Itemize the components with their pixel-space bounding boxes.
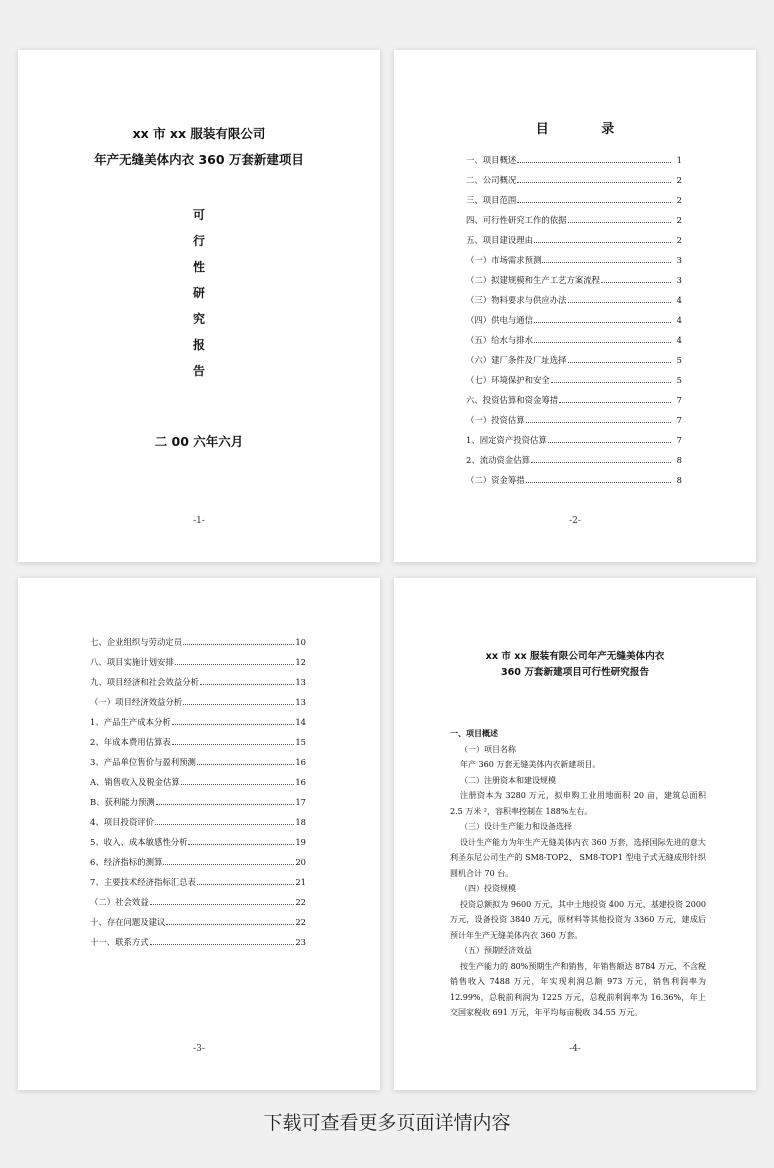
toc-entry[interactable] — [466, 410, 682, 430]
toc-entry-page: 4 — [676, 335, 682, 345]
toc-entry-page: 22 — [295, 897, 306, 907]
toc-leader-dots — [181, 783, 295, 785]
toc-entry[interactable] — [466, 470, 682, 490]
page-toc-1 — [394, 50, 756, 562]
toc-entry[interactable] — [466, 350, 682, 370]
toc-entry-label: A、销售收入及税金估算 — [90, 777, 180, 787]
subsection-heading: （五）预期经济效益 — [460, 946, 532, 955]
toc-entry-label: 九、项目经济和社会效益分析 — [90, 677, 199, 687]
toc-entry-label: 一、项目概述 — [466, 155, 517, 165]
toc-entry[interactable] — [466, 390, 682, 410]
toc-leader-dots — [197, 763, 295, 765]
toc-entry-label: B、获利能力预测 — [90, 797, 155, 807]
toc-entry[interactable] — [466, 290, 682, 310]
toc-entry-page: 7 — [676, 435, 682, 445]
report-vertical-title — [18, 202, 380, 384]
report-date: 二 00 六年六月 — [154, 434, 244, 449]
toc-entry[interactable] — [466, 150, 682, 170]
toc-entry[interactable] — [90, 632, 306, 652]
toc-entry[interactable] — [90, 892, 306, 912]
toc-entry-page: 12 — [295, 657, 306, 667]
toc-entry-page: 5 — [676, 355, 682, 365]
toc-leader-dots — [197, 883, 295, 885]
toc-entry-page: 15 — [295, 737, 306, 747]
toc-leader-dots — [601, 281, 671, 283]
toc-leader-dots — [526, 421, 671, 423]
toc-entry-label: 1、产品生产成本分析 — [90, 717, 171, 727]
paragraph: 投资总额拟为 9600 万元，其中土地投资 400 万元，基建投资 2000 万元，设备投资 3840 万元，原材料等其他投资为 3360 万元，建成后预计年生产无缝美体内衣 360 万套。 — [450, 899, 706, 940]
toc-leader-dots — [183, 643, 294, 645]
toc-entry-page: 19 — [295, 837, 306, 847]
toc-entry[interactable] — [90, 852, 306, 872]
toc-entry[interactable] — [90, 872, 306, 892]
toc-entry-label: 1、固定资产投资估算 — [466, 435, 547, 445]
toc-entry-page: 21 — [295, 877, 306, 887]
toc-entry[interactable] — [466, 370, 682, 390]
toc-entry-label: 八、项目实施计划安排 — [90, 657, 174, 667]
toc-entry[interactable] — [466, 330, 682, 350]
vertical-char: 告 — [192, 364, 205, 378]
vertical-char: 究 — [192, 312, 205, 326]
toc-entry-label: （四）供电与通信 — [466, 315, 533, 325]
project-name: 年产无缝美体内衣 360 万套新建项目 — [94, 152, 304, 167]
page-number: -3- — [193, 1044, 205, 1054]
toc-leader-dots — [163, 863, 294, 865]
toc-leader-dots — [568, 301, 672, 303]
toc-leader-dots — [542, 261, 671, 263]
vertical-char: 性 — [192, 260, 205, 274]
vertical-char: 报 — [192, 338, 205, 352]
toc-entry[interactable] — [466, 230, 682, 250]
toc-leader-dots — [166, 923, 294, 925]
toc-entry[interactable] — [90, 932, 306, 952]
toc-entry-label: 七、企业组织与劳动定员 — [90, 637, 183, 647]
company-name: xx 市 xx 服装有限公司 — [132, 126, 266, 141]
toc-entry-label: 4、项目投资评价 — [90, 817, 154, 827]
toc-list — [466, 150, 682, 490]
toc-entry-page: 2 — [676, 195, 682, 205]
toc-entry-page: 8 — [676, 475, 682, 485]
paragraph: 设计生产能力为年生产无缝美体内衣 360 万套，选择国际先进的意大利圣东尼公司生产的 SM8-TOP2、 SM8-TOP1 型电子式无缝成形针织圆机合计 70 台。 — [450, 837, 706, 878]
toc-leader-dots — [548, 441, 671, 443]
toc-entry-page: 13 — [295, 677, 306, 687]
toc-leader-dots — [534, 321, 671, 323]
toc-entry[interactable] — [466, 210, 682, 230]
toc-leader-dots — [150, 943, 295, 945]
toc-entry[interactable] — [466, 250, 682, 270]
toc-entry-label: 六、投资估算和资金筹措 — [466, 395, 559, 405]
toc-entry-label: （六）建厂条件及厂址选择 — [466, 355, 567, 365]
toc-entry-label: 2、流动资金估算 — [466, 455, 530, 465]
toc-entry-label: （七）环境保护和安全 — [466, 375, 550, 385]
toc-entry-page: 10 — [295, 637, 306, 647]
toc-entry-page: 2 — [676, 215, 682, 225]
toc-entry-page: 18 — [295, 817, 306, 827]
toc-entry-page: 7 — [676, 395, 682, 405]
toc-entry-page: 4 — [676, 295, 682, 305]
toc-entry-page: 5 — [676, 375, 682, 385]
toc-entry-label: 6、经济指标的测算 — [90, 857, 163, 867]
paragraph: 注册资本为 3280 万元，拟申购工业用地面积 20 亩，建筑总面积 2.5 万米 ²，容积率控制在 188%左右。 — [450, 791, 706, 816]
report-title-line2: 360 万套新建项目可行性研究报告 — [500, 667, 650, 678]
toc-entry[interactable] — [466, 170, 682, 190]
page-number: -2- — [569, 516, 581, 526]
toc-entry-page: 14 — [295, 717, 306, 727]
toc-leader-dots — [155, 823, 294, 825]
toc-entry[interactable] — [90, 672, 306, 692]
page-toc-2 — [18, 578, 380, 1090]
toc-entry-label: 三、项目范围 — [466, 195, 517, 205]
page-number: -4- — [569, 1044, 581, 1054]
toc-leader-dots — [534, 241, 671, 243]
toc-entry-label: （一）投资估算 — [466, 415, 525, 425]
toc-entry-label: （三）物料要求与供应办法 — [466, 295, 567, 305]
toc-entry[interactable] — [90, 792, 306, 812]
toc-leader-dots — [551, 381, 671, 383]
toc-entry[interactable] — [90, 832, 306, 852]
toc-leader-dots — [183, 703, 294, 705]
toc-entry[interactable] — [90, 812, 306, 832]
subsection-heading: （四）投资规模 — [460, 884, 516, 893]
page-cover — [18, 50, 380, 562]
page-number: -1- — [193, 516, 205, 526]
toc-leader-dots — [175, 663, 295, 665]
toc-entry[interactable] — [90, 712, 306, 732]
toc-entry[interactable] — [90, 912, 306, 932]
toc-entry-label: （一）市场需求预测 — [466, 255, 542, 265]
toc-leader-dots — [568, 221, 672, 223]
toc-entry-label: （二）资金筹措 — [466, 475, 525, 485]
toc-entry-label: （一）项目经济效益分析 — [90, 697, 183, 707]
toc-entry-page: 17 — [295, 797, 306, 807]
toc-leader-dots — [517, 201, 671, 203]
toc-leader-dots — [534, 341, 671, 343]
toc-leader-dots — [200, 683, 294, 685]
section-heading: 一、项目概述 — [450, 729, 498, 738]
toc-leader-dots — [526, 481, 671, 483]
toc-entry-label: 二、公司概况 — [466, 175, 517, 185]
toc-entry[interactable] — [466, 270, 682, 290]
toc-entry-label: （二）拟建规模和生产工艺方案流程 — [466, 275, 600, 285]
toc-entry[interactable] — [466, 190, 682, 210]
toc-leader-dots — [150, 903, 295, 905]
toc-leader-dots — [172, 723, 295, 725]
toc-entry-label: 2、年成本费用估算表 — [90, 737, 171, 747]
toc-entry-page: 1 — [676, 155, 682, 165]
toc-title: 目 录 — [535, 122, 639, 137]
vertical-char: 可 — [192, 208, 205, 222]
subsection-heading: （三）设计生产能力和设备选择 — [460, 822, 572, 831]
toc-entry-label: 十、存在问题及建议 — [90, 917, 166, 927]
toc-entry[interactable] — [90, 772, 306, 792]
toc-entry-label: 7、主要技术经济指标汇总表 — [90, 877, 196, 887]
toc-entry-label: 3、产品单位售价与盈利预测 — [90, 757, 196, 767]
toc-leader-dots — [517, 161, 671, 163]
toc-leader-dots — [172, 743, 295, 745]
toc-leader-dots — [517, 181, 671, 183]
vertical-char: 行 — [192, 234, 205, 248]
toc-leader-dots — [559, 401, 671, 403]
toc-entry-page: 8 — [676, 455, 682, 465]
toc-entry-page: 13 — [295, 697, 306, 707]
toc-leader-dots — [188, 843, 294, 845]
toc-leader-dots — [568, 361, 672, 363]
toc-entry-label: 四、可行性研究工作的依据 — [466, 215, 567, 225]
toc-entry[interactable] — [466, 450, 682, 470]
toc-entry[interactable] — [90, 732, 306, 752]
toc-entry-page: 23 — [295, 937, 306, 947]
toc-leader-dots — [156, 803, 295, 805]
toc-entry-page: 3 — [676, 275, 682, 285]
page-body — [394, 578, 756, 1090]
subsection-heading: （一）项目名称 — [460, 744, 516, 754]
toc-entry-label: 5、收入、成本敏感性分析 — [90, 837, 188, 847]
toc-entry-page: 20 — [295, 857, 306, 867]
toc-entry[interactable] — [90, 752, 306, 772]
download-more-text[interactable]: 下载可查看更多页面详情内容 — [263, 1112, 511, 1134]
toc-entry-page: 16 — [295, 777, 306, 787]
toc-entry[interactable] — [90, 652, 306, 672]
toc-entry-page: 4 — [676, 315, 682, 325]
toc-entry-label: 十一、联系方式 — [90, 937, 149, 947]
toc-entry-page: 2 — [676, 175, 682, 185]
toc-list — [90, 632, 306, 952]
report-body — [450, 726, 706, 1021]
toc-entry-page: 3 — [676, 255, 682, 265]
toc-entry[interactable] — [466, 310, 682, 330]
vertical-char: 研 — [192, 286, 205, 300]
subsection-heading: （二）注册资本和建设规模 — [460, 775, 556, 785]
paragraph: 年产 360 万套无缝美体内衣新建项目。 — [460, 760, 601, 769]
toc-entry[interactable] — [90, 692, 306, 712]
toc-entry-page: 2 — [676, 235, 682, 245]
report-title-line1: xx 市 xx 服装有限公司年产无缝美体内衣 — [485, 651, 665, 662]
toc-entry-page: 22 — [295, 917, 306, 927]
toc-leader-dots — [531, 461, 671, 463]
toc-entry-label: （二）社会效益 — [90, 897, 149, 907]
toc-entry-page: 7 — [676, 415, 682, 425]
toc-entry[interactable] — [466, 430, 682, 450]
toc-entry-page: 16 — [295, 757, 306, 767]
toc-entry-label: 五、项目建设理由 — [466, 235, 533, 245]
toc-entry-label: （五）给水与排水 — [466, 335, 533, 345]
paragraph: 按生产能力的 80%预期生产和销售，年销售额达 8784 万元，不含税销售收入 7488 万元，年实现利润总额 973 万元，销售利润率为 12.99%，总税前利润为 1225 万元，总税前利润率为 16.36%，年上交国家税收 691 万元，年平均每亩税收 34.55 万元。 — [450, 961, 706, 1017]
